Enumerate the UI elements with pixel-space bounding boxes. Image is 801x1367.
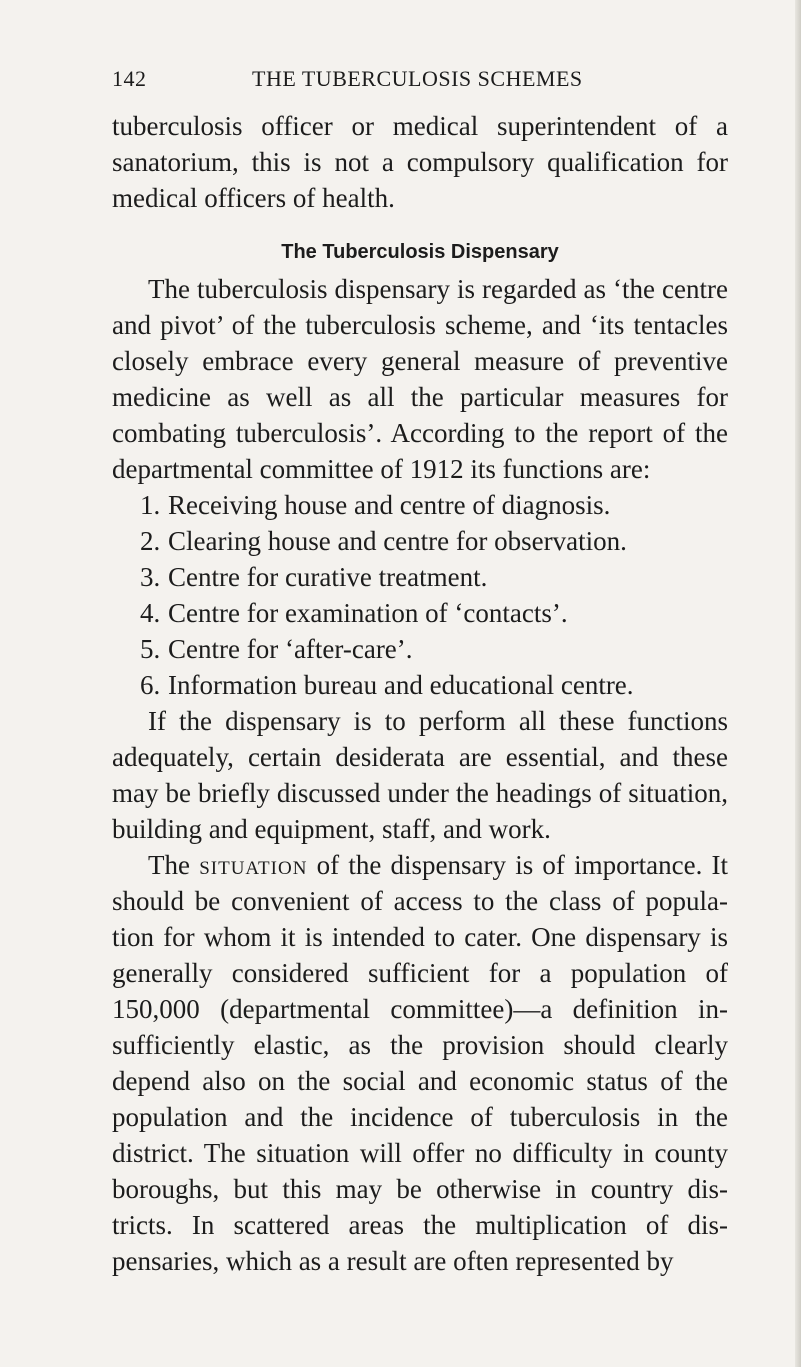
list-item: [112, 559, 728, 595]
page-number: 142: [112, 66, 147, 91]
list-item-number: 4.: [140, 598, 161, 628]
list-item-text: Centre for ‘after-care’.: [168, 634, 413, 664]
list-item: [112, 595, 728, 631]
section-heading: The Tuberculosis Dispensary: [281, 241, 559, 263]
list-item-number: 5.: [140, 634, 161, 664]
list-item-text: Centre for examination of ‘contacts’.: [168, 598, 568, 628]
running-header: [112, 66, 712, 96]
list-item-text: Information bureau and educational centre.: [168, 670, 634, 700]
list-item: [112, 523, 728, 559]
functions-list: [112, 487, 728, 703]
running-title: THE TUBERCULOSIS SCHEMES: [252, 66, 583, 91]
situation-keyword: situation: [199, 850, 308, 880]
paragraph-desiderata: If the dispensary is to perform all these functions adequately, certain desiderata are essential, and these may be briefly discussed under the headings of situation, building and equipment, staff, and work.: [112, 706, 728, 844]
paragraph-functions: The tuberculosis dispensary is regarded as ‘the centre and pivot’ of the tuberculosis scheme, and ‘its tentacles closely embrace every general measure of preventive medicine as well as all the particular measures for combating tuberculosis’. According to the report of the departmental committee of 1912 its functions are:: [112, 274, 728, 484]
list-item-number: 1.: [140, 490, 161, 520]
list-item-text: Receiving house and centre of diagnosis.: [168, 490, 611, 520]
list-item: [112, 631, 728, 667]
situation-lead: The: [148, 850, 190, 880]
list-item: [112, 487, 728, 523]
list-item: [112, 667, 728, 703]
situation-text: of the dispensary is of importance. It should be convenient of access to the class of popula-tion for whom it is intended to cater. One dispensary is generally considered sufficient for a population of 150,000 (departmental committee)—a definition in-sufficiently elastic, as the provision should clearly depend also on the social and economic status of the population and the incidence of tuberculosis in the district. The situation will offer no difficulty in county boroughs, but this may be otherwise in country dis-tricts. In scattered areas the multiplication of dis-pensaries, which as a result are often represented by: [112, 850, 729, 1276]
paragraph-intro: tuberculosis officer or medical superintendent of a sanatorium, this is not a compulsory qualification for medical officers of health.: [112, 111, 728, 213]
paragraph-situation: [112, 847, 728, 1279]
list-item-number: 6.: [140, 670, 161, 700]
list-item-number: 2.: [140, 526, 161, 556]
list-item-text: Clearing house and centre for observation.: [168, 526, 627, 556]
page-body: [112, 108, 728, 1279]
page-edge-shadow: [795, 0, 801, 1367]
list-item-number: 3.: [140, 562, 161, 592]
list-item-text: Centre for curative treatment.: [168, 562, 488, 592]
